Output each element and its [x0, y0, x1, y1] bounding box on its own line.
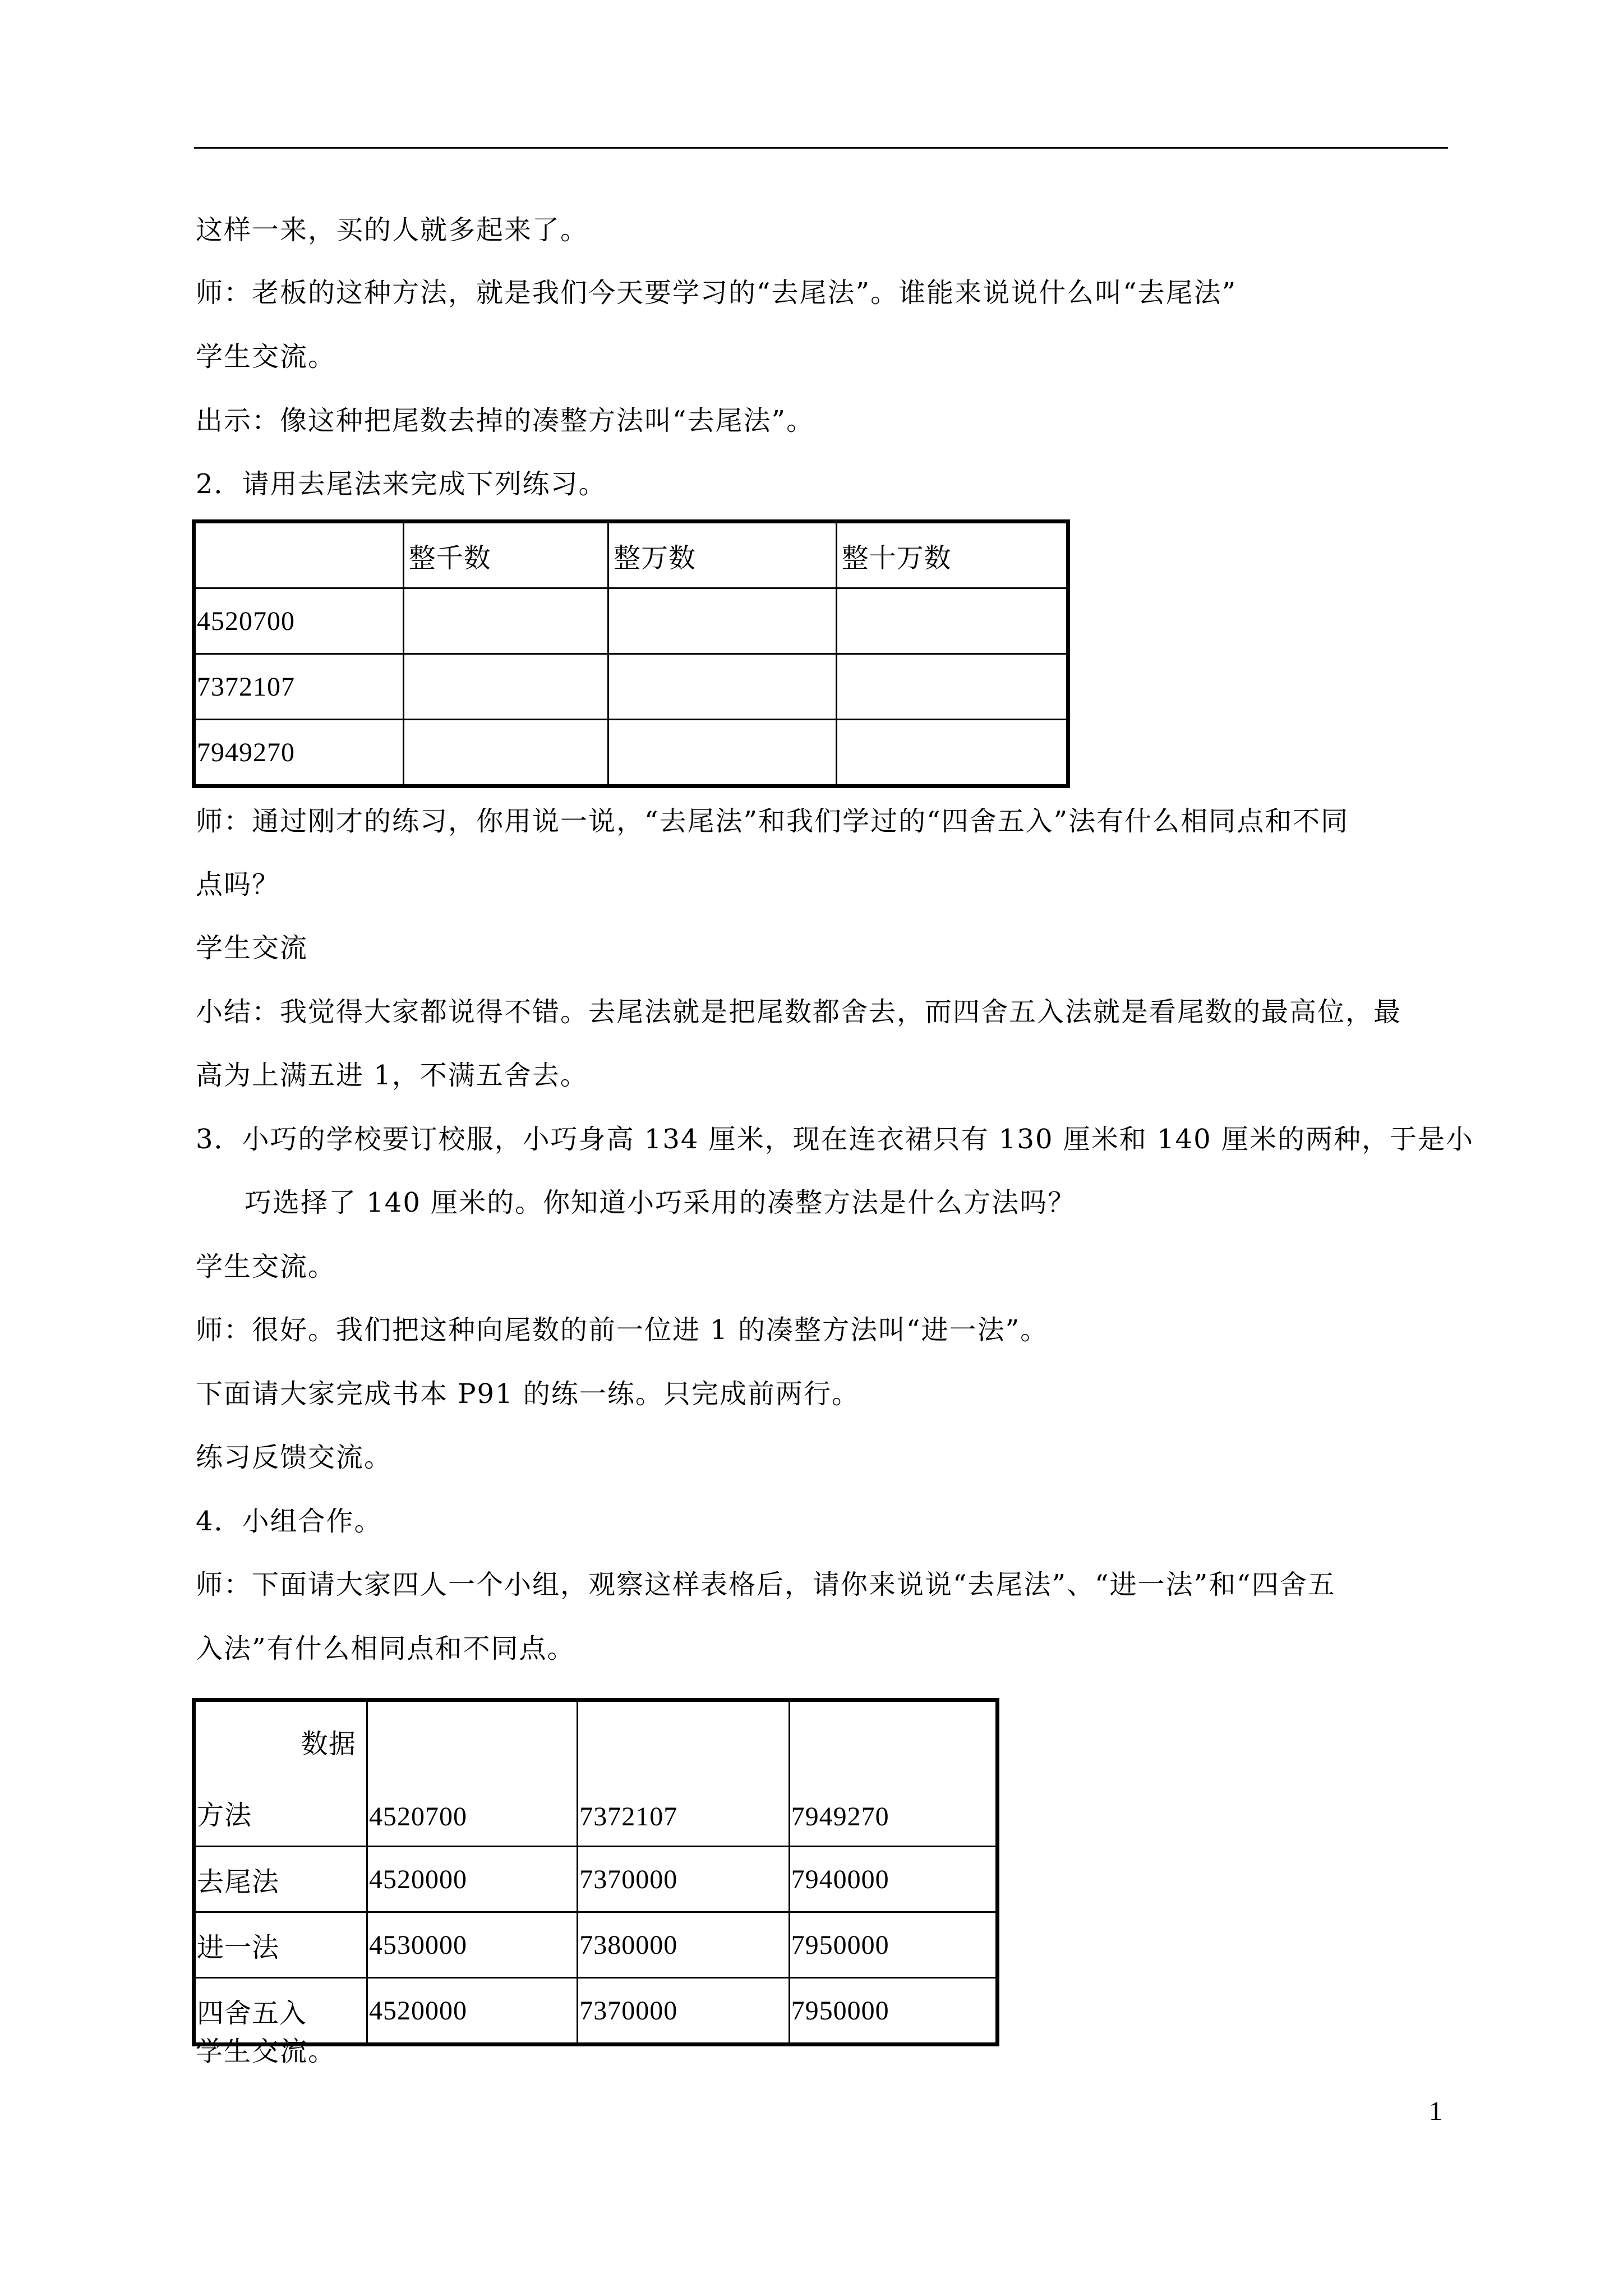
- table-header-cell: [194, 522, 404, 588]
- table-row: [194, 654, 1068, 720]
- paragraph-line: 点吗？: [196, 869, 280, 900]
- table-header-row: [194, 522, 1068, 588]
- corner-label-method: 方法: [197, 1800, 252, 1831]
- paragraph-line: 下面请大家完成书本 P91 的练一练。只完成前两行。: [196, 1378, 860, 1410]
- table-header-cell: 4520700: [367, 1700, 577, 1847]
- table-row: [194, 720, 1068, 786]
- table-cell-number: 7372107: [194, 654, 404, 720]
- table-cell: 7370000: [578, 1847, 789, 1912]
- paragraph-line: 学生交流: [196, 932, 308, 964]
- paragraph-line: 巧选择了 140 厘米的。你知道小巧采用的凑整方法是什么方法吗？: [245, 1187, 1076, 1218]
- exercise-heading: 4．小组合作。: [196, 1506, 382, 1537]
- table-cell: 7370000: [578, 1978, 789, 2045]
- corner-label-data: 数据: [301, 1728, 356, 1760]
- table-cell: 4520000: [367, 1847, 577, 1912]
- table-cell-number: 4520700: [194, 588, 404, 654]
- table-cell: 4520000: [367, 1978, 577, 2045]
- paragraph-line: 入法”有什么相同点和不同点。: [196, 1633, 575, 1664]
- table-row: [194, 588, 1068, 654]
- summary-line: 小结：我觉得大家都说得不错。去尾法就是把尾数都舍去，而四舍五入法就是看尾数的最高位，最: [196, 996, 1402, 1028]
- table-header-cell: 7949270: [789, 1700, 997, 1847]
- table-header-cell: 整万数: [608, 522, 836, 588]
- paragraph-line: 师：下面请大家四人一个小组，观察这样表格后，请你来说说“去尾法”、“进一法”和“四舍五: [196, 1569, 1336, 1600]
- table-cell-answer[interactable]: [403, 654, 608, 720]
- paragraph-line: 师：通过刚才的练习，你用说一说，“去尾法”和我们学过的“四舍五入”法有什么相同点和不同: [196, 806, 1349, 837]
- paragraph-line: 学生交流。: [196, 341, 336, 372]
- table-cell: 4530000: [367, 1912, 577, 1978]
- table-cell: 7940000: [789, 1847, 997, 1912]
- rounding-methods-table: [192, 1698, 999, 2046]
- table-cell: 7950000: [789, 1978, 997, 2045]
- exercise-heading: 3．小巧的学校要订校服，小巧身高 134 厘米，现在连衣裙只有 130 厘米和 140 厘米的两种，于是小: [196, 1124, 1474, 1155]
- table-cell: 7950000: [789, 1912, 997, 1978]
- table-row: [194, 1847, 998, 1912]
- table-header-cell: 7372107: [578, 1700, 789, 1847]
- table-cell-answer[interactable]: [403, 588, 608, 654]
- table-cell-answer[interactable]: [608, 588, 836, 654]
- table-row: [194, 1912, 998, 1978]
- table-cell-answer[interactable]: [608, 720, 836, 786]
- table-cell-method: 去尾法: [194, 1847, 367, 1912]
- table-cell-answer[interactable]: [836, 720, 1068, 786]
- paragraph-line: 学生交流。: [196, 2036, 336, 2067]
- paragraph-line: 师：很好。我们把这种向尾数的前一位进 1 的凑整方法叫“进一法”。: [196, 1314, 1049, 1346]
- paragraph-line: 出示：像这种把尾数去掉的凑整方法叫“去尾法”。: [196, 405, 815, 436]
- summary-line: 高为上满五进 1，不满五舍去。: [196, 1060, 588, 1091]
- table-cell-answer[interactable]: [608, 654, 836, 720]
- paragraph-line: 学生交流。: [196, 1251, 336, 1282]
- paragraph-line: 练习反馈交流。: [196, 1442, 393, 1473]
- table-header-cell: 整十万数: [836, 522, 1068, 588]
- table-cell: 7380000: [578, 1912, 789, 1978]
- exercise-heading: 2．请用去尾法来完成下列练习。: [196, 468, 607, 500]
- rounding-exercise-table: [192, 519, 1070, 788]
- table-cell-answer[interactable]: [836, 654, 1068, 720]
- table-cell-answer[interactable]: [403, 720, 608, 786]
- table-header-row: [194, 1700, 998, 1847]
- paragraph-line: 这样一来，买的人就多起来了。: [196, 214, 589, 246]
- page-number: 1: [1429, 2096, 1442, 2126]
- paragraph-line: 师：老板的这种方法，就是我们今天要学习的“去尾法”。谁能来说说什么叫“去尾法”: [196, 277, 1237, 309]
- table-corner-cell: [194, 1700, 367, 1847]
- table-cell-number: 7949270: [194, 720, 404, 786]
- table-header-cell: 整千数: [403, 522, 608, 588]
- table-cell-method: 进一法: [194, 1912, 367, 1978]
- table-cell-answer[interactable]: [836, 588, 1068, 654]
- header-rule: [194, 147, 1448, 149]
- table-cell-method: 四舍五入: [194, 1978, 367, 2045]
